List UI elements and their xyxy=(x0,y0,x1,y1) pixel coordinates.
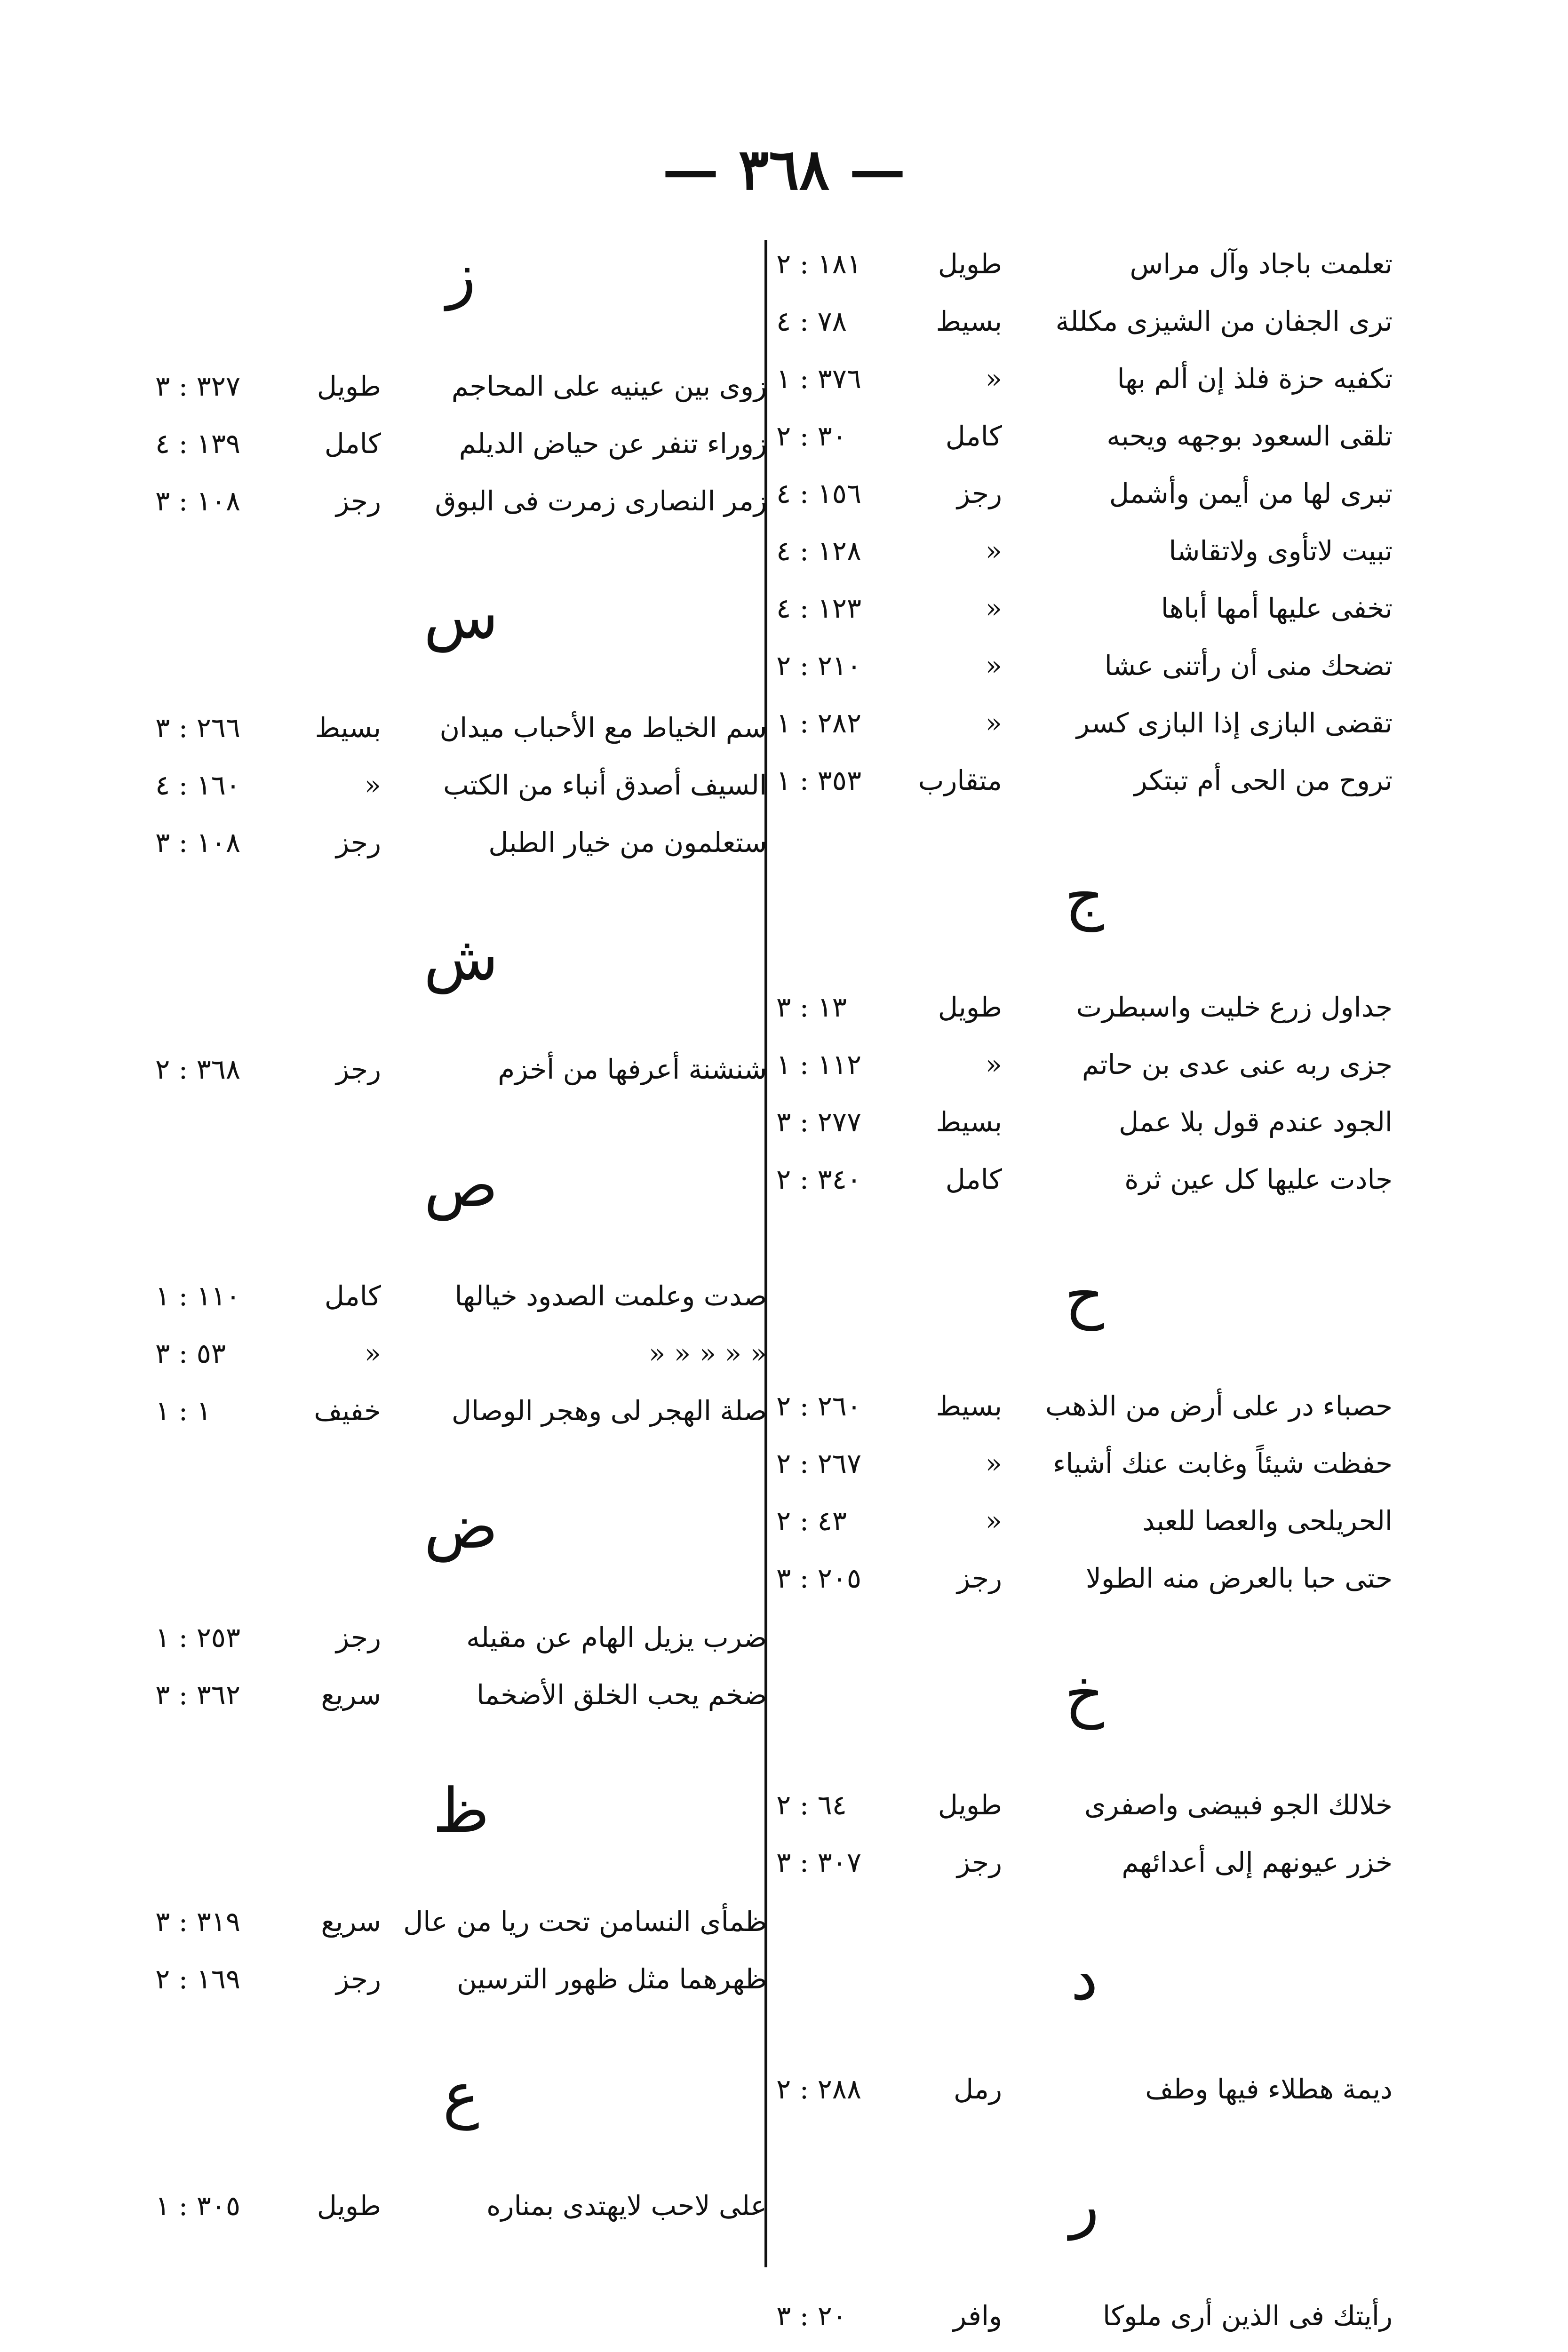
meter-name: رجز xyxy=(957,1562,1002,1594)
index-entry xyxy=(155,814,767,871)
meter-name: سريع xyxy=(321,1906,381,1938)
index-entry xyxy=(776,407,1393,465)
section-letter: س xyxy=(423,581,499,652)
verse-text: السيف أصدق أنباء من الكتب xyxy=(443,769,767,801)
verse-text: شنشنة أعرفها من أخزم xyxy=(498,1053,767,1085)
meter-name: « xyxy=(985,363,1002,395)
left-column xyxy=(155,235,767,2234)
verse-text: تلقى السعود بوجهه ويحبه xyxy=(1106,420,1393,452)
meter-name: طويل xyxy=(317,2190,381,2222)
verse-text: ديمة هطلاء فيها وطف xyxy=(1145,2073,1393,2105)
index-entry xyxy=(155,1267,767,1325)
meter-name: كامل xyxy=(945,420,1002,452)
verse-reference: ٣٧٦ : ١ xyxy=(776,363,862,395)
verse-text: تعلمت باجاد وآل مراس xyxy=(1130,248,1393,280)
verse-reference: ١٣ : ٣ xyxy=(776,991,847,1023)
index-entry xyxy=(155,2177,767,2234)
meter-name: « xyxy=(985,650,1002,682)
verse-reference: ٣٤٠ : ٢ xyxy=(776,1163,862,1195)
verse-reference: ١٦٠ : ٤ xyxy=(155,769,241,801)
verse-reference: ٤٣ : ٢ xyxy=(776,1505,847,1537)
verse-reference: ١٠٨ : ٣ xyxy=(155,826,241,858)
meter-name: متقارب xyxy=(918,764,1002,796)
verse-reference: ٣٦٨ : ٢ xyxy=(155,1053,241,1085)
index-entry xyxy=(776,1036,1393,1093)
verse-text: سم الخياط مع الأحباب ميدان xyxy=(439,712,767,744)
meter-name: سريع xyxy=(321,1679,381,1711)
verse-reference: ١٥٦ : ٤ xyxy=(776,477,862,509)
index-entry xyxy=(776,2287,1393,2344)
index-entry xyxy=(776,1834,1393,1891)
verse-reference: ٣٦٢ : ٣ xyxy=(155,1679,241,1711)
index-entry xyxy=(155,699,767,756)
verse-text: ستعلمون من خيار الطبل xyxy=(488,826,767,858)
meter-name: كامل xyxy=(324,428,381,460)
section-letter: ظ xyxy=(432,1775,490,1846)
index-entry xyxy=(776,235,1393,293)
meter-name: رمل xyxy=(953,2073,1002,2105)
index-entry xyxy=(776,978,1393,1036)
meter-name: طويل xyxy=(938,1789,1002,1821)
index-entry xyxy=(776,694,1393,752)
verse-reference: ٣٥٣ : ١ xyxy=(776,764,862,796)
page-number: — ٣٦٨ — xyxy=(662,136,906,203)
verse-reference: ٢٥٣ : ١ xyxy=(155,1621,241,1653)
verse-reference: ١ : ١ xyxy=(155,1395,211,1427)
verse-text: حصباء در على أرض من الذهب xyxy=(1045,1390,1393,1422)
meter-name: كامل xyxy=(945,1163,1002,1195)
index-entry xyxy=(155,1666,767,1724)
verse-text: جداول زرع خليت واسبطرت xyxy=(1076,991,1393,1023)
index-entry xyxy=(776,465,1393,522)
verse-text: تبيت لاتأوى ولاتقاشا xyxy=(1169,535,1393,567)
meter-name: بسيط xyxy=(936,1106,1002,1138)
verse-reference: ١٨١ : ٢ xyxy=(776,248,862,280)
index-entry xyxy=(155,358,767,415)
index-entry xyxy=(776,1549,1393,1607)
meter-name: رجز xyxy=(957,1846,1002,1878)
verse-text: ظمأى النسامن تحت ريا من عال xyxy=(403,1906,767,1938)
verse-text: حفظت شيئاً وغابت عنك أشياء xyxy=(1053,1447,1393,1479)
meter-name: بسيط xyxy=(315,712,381,744)
verse-text: خلالك الجو فبيضى واصفرى xyxy=(1084,1789,1393,1821)
index-entry xyxy=(155,1382,767,1439)
meter-name: « xyxy=(985,1049,1002,1081)
index-entry xyxy=(155,1893,767,1950)
meter-name: بسيط xyxy=(936,305,1002,337)
verse-reference: ٢٦٦ : ٣ xyxy=(155,712,241,744)
meter-name: « xyxy=(985,707,1002,739)
verse-text: « « « « « xyxy=(648,1337,767,1369)
verse-reference: ٢٨٨ : ٢ xyxy=(776,2073,862,2105)
index-entry xyxy=(776,1093,1393,1151)
index-entry xyxy=(776,1776,1393,1834)
verse-reference: ١٣٩ : ٤ xyxy=(155,428,241,460)
verse-text: الحريلحى والعصا للعبد xyxy=(1142,1505,1393,1537)
meter-name: « xyxy=(985,1505,1002,1537)
index-entry xyxy=(776,637,1393,694)
section-letter: ر xyxy=(1069,2169,1099,2241)
verse-reference: ١٢٣ : ٤ xyxy=(776,592,862,624)
meter-name: « xyxy=(985,535,1002,567)
index-entry xyxy=(155,1325,767,1382)
verse-text: تخفى عليها أمها أباها xyxy=(1161,592,1393,624)
verse-reference: ٥٣ : ٣ xyxy=(155,1337,226,1369)
verse-text: زمر النصارى زمرت فى البوق xyxy=(435,485,767,517)
verse-text: تضحك منى أن رأتنى عشا xyxy=(1104,650,1393,682)
index-entry xyxy=(776,1492,1393,1549)
section-letter: د xyxy=(1071,1942,1098,2014)
verse-text: تكفيه حزة فلذ إن ألم بها xyxy=(1117,363,1393,395)
verse-text: ترى الجفان من الشيزى مكللة xyxy=(1055,305,1393,337)
verse-text: زوى بين عينيه على المحاجم xyxy=(451,370,767,402)
meter-name: بسيط xyxy=(936,1390,1002,1422)
verse-reference: ١١٢ : ١ xyxy=(776,1049,862,1081)
verse-text: صلة الهجر لى وهجر الوصال xyxy=(451,1395,767,1427)
verse-reference: ٧٨ : ٤ xyxy=(776,305,847,337)
verse-reference: ٢٧٧ : ٣ xyxy=(776,1106,862,1138)
meter-name: « xyxy=(364,769,381,801)
verse-reference: ٣٠٧ : ٣ xyxy=(776,1846,862,1878)
verse-text: رأيتك فى الذين أرى ملوكا xyxy=(1102,2300,1393,2332)
verse-reference: ٣٠ : ٢ xyxy=(776,420,847,452)
verse-reference: ٢٦٠ : ٢ xyxy=(776,1390,862,1422)
index-entry xyxy=(776,350,1393,407)
index-entry xyxy=(155,1950,767,2008)
section-letter: ج xyxy=(1065,860,1104,932)
meter-name: رجز xyxy=(336,1963,381,1995)
index-entry xyxy=(776,1377,1393,1435)
verse-text: على لاحب لايهتدى بمناره xyxy=(486,2190,767,2222)
verse-text: حتى حبا بالعرض منه الطولا xyxy=(1085,1562,1393,1594)
meter-name: رجز xyxy=(336,485,381,517)
meter-name: كامل xyxy=(324,1280,381,1312)
meter-name: رجز xyxy=(336,1621,381,1653)
meter-name: رجز xyxy=(957,477,1002,509)
meter-name: طويل xyxy=(938,991,1002,1023)
verse-reference: ٣٢٧ : ٣ xyxy=(155,370,241,402)
right-column xyxy=(776,235,1393,2344)
verse-reference: ٢٨٢ : ١ xyxy=(776,707,862,739)
verse-reference: ٦٤ : ٢ xyxy=(776,1789,847,1821)
verse-text: تقضى البازى إذا البازى كسر xyxy=(1076,707,1393,739)
index-entry xyxy=(155,1609,767,1666)
index-entry xyxy=(776,522,1393,580)
section-letter: ض xyxy=(424,1491,498,1562)
verse-reference: ٢١٠ : ٢ xyxy=(776,650,862,682)
index-entry xyxy=(776,1151,1393,1208)
verse-reference: ٣١٩ : ٣ xyxy=(155,1906,241,1938)
verse-text: خزر عيونهم إلى أعدائهم xyxy=(1122,1846,1393,1878)
index-entry xyxy=(776,2060,1393,2118)
index-entry xyxy=(776,580,1393,637)
meter-name: « xyxy=(985,592,1002,624)
meter-name: وافر xyxy=(953,2300,1002,2332)
verse-text: صدت وعلمت الصدود خيالها xyxy=(454,1280,767,1312)
index-entry xyxy=(776,752,1393,809)
meter-name: خفيف xyxy=(314,1395,381,1427)
meter-name: طويل xyxy=(938,248,1002,280)
verse-text: جزى ربه عنى عدى بن حاتم xyxy=(1082,1049,1393,1081)
verse-text: جادت عليها كل عين ثرة xyxy=(1124,1163,1393,1195)
verse-text: تروح من الحى أم تبتكر xyxy=(1134,764,1393,796)
verse-reference: ١١٠ : ١ xyxy=(155,1280,241,1312)
meter-name: « xyxy=(364,1337,381,1369)
index-entry xyxy=(155,415,767,472)
meter-name: رجز xyxy=(336,826,381,858)
meter-name: رجز xyxy=(336,1053,381,1085)
section-letter: ز xyxy=(446,239,476,311)
index-entry xyxy=(155,472,767,530)
verse-reference: ٢٠ : ٣ xyxy=(776,2300,847,2332)
verse-reference: ١٠٨ : ٣ xyxy=(155,485,241,517)
section-letter: ح xyxy=(1065,1259,1104,1331)
index-entry xyxy=(155,756,767,814)
verse-reference: ٢٦٧ : ٢ xyxy=(776,1447,862,1479)
verse-reference: ٢٠٥ : ٣ xyxy=(776,1562,862,1594)
verse-reference: ١٢٨ : ٤ xyxy=(776,535,862,567)
section-letter: ع xyxy=(443,2059,479,2130)
verse-text: زوراء تنفر عن حياض الديلم xyxy=(459,428,767,460)
section-letter: ص xyxy=(424,1149,498,1221)
verse-reference: ١٦٩ : ٢ xyxy=(155,1963,241,1995)
index-entry xyxy=(776,293,1393,350)
section-letter: خ xyxy=(1065,1658,1104,1730)
verse-text: الجود عندم قول بلا عمل xyxy=(1119,1106,1393,1138)
verse-text: ظهرهما مثل ظهور الترسين xyxy=(457,1963,767,1995)
meter-name: « xyxy=(985,1447,1002,1479)
verse-text: ضرب يزيل الهام عن مقيله xyxy=(466,1621,767,1653)
verse-text: ضخم يحب الخلق الأضخما xyxy=(476,1679,767,1711)
verse-text: تبرى لها من أيمن وأشمل xyxy=(1109,477,1393,509)
section-letter: ش xyxy=(423,922,499,994)
meter-name: طويل xyxy=(317,370,381,402)
index-entry xyxy=(155,1041,767,1098)
index-entry xyxy=(776,1435,1393,1492)
verse-reference: ٣٠٥ : ١ xyxy=(155,2190,241,2222)
